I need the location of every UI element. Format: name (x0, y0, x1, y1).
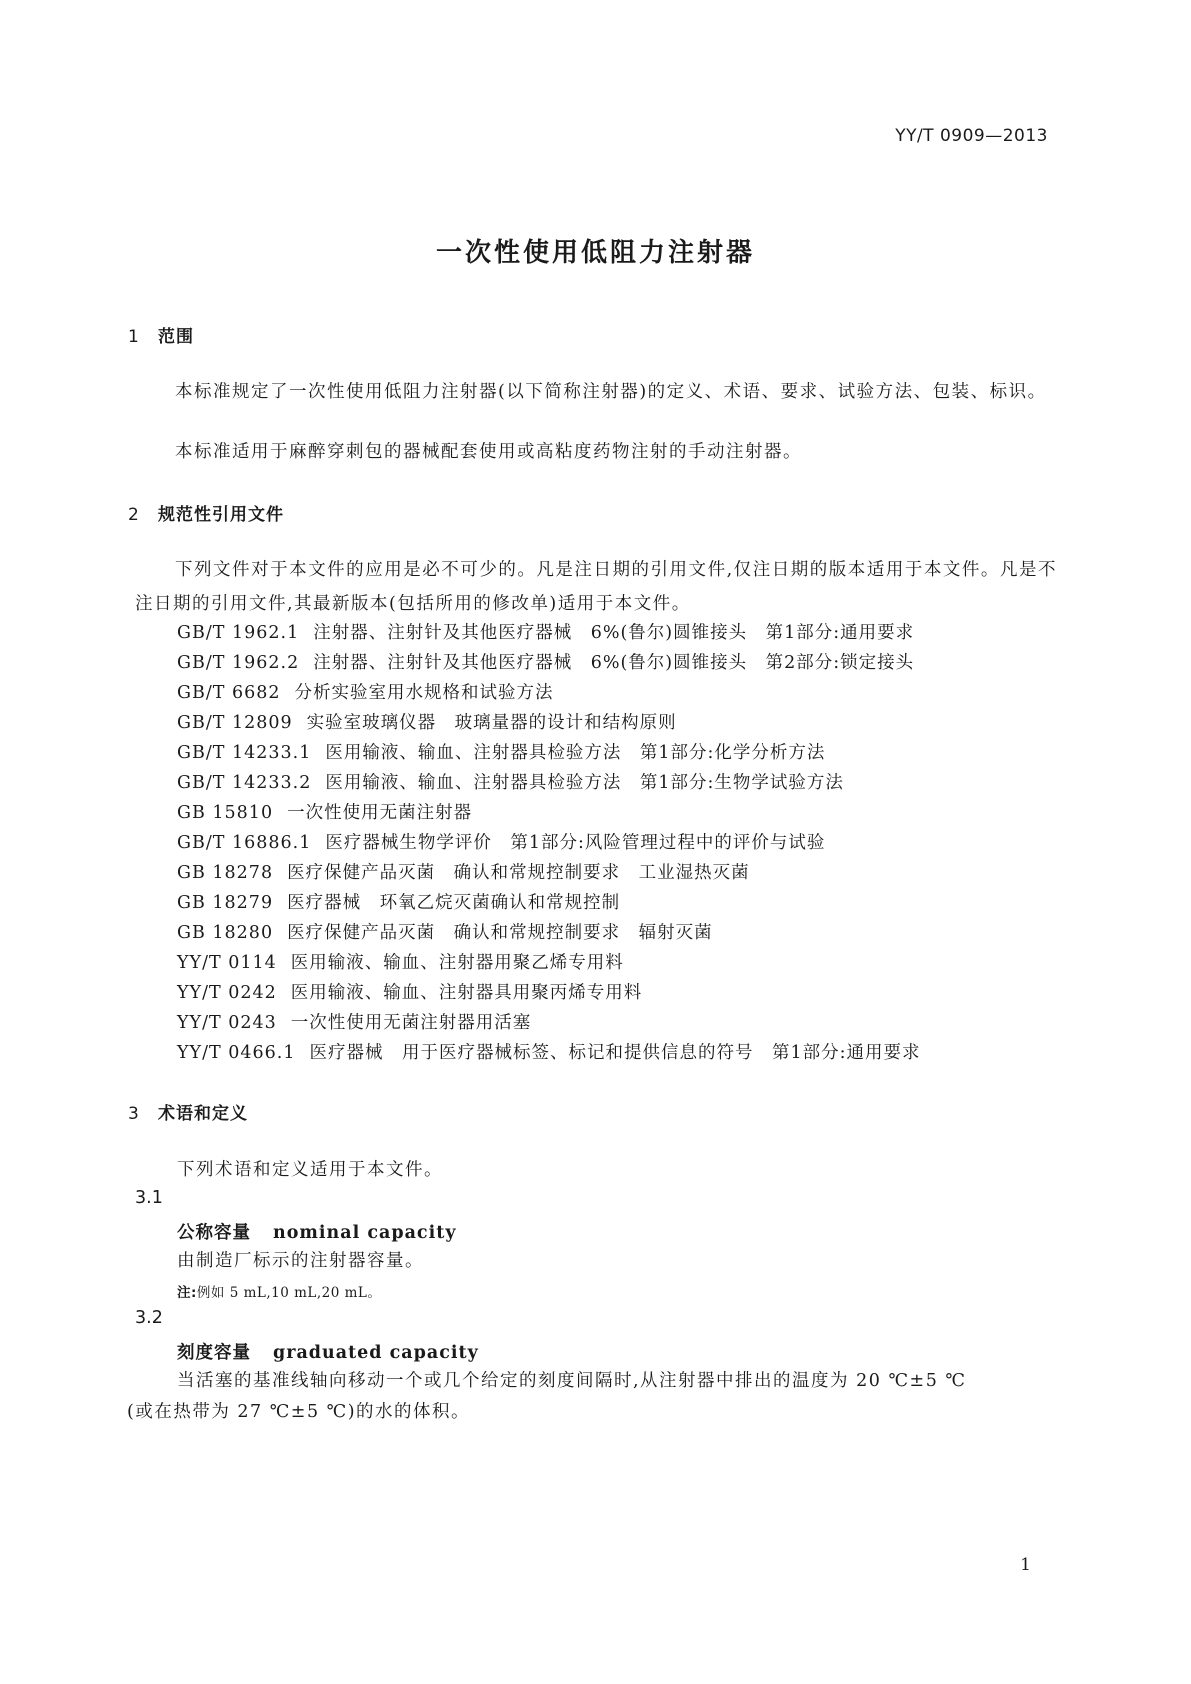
reference-code: YY/T 0114 (177, 953, 277, 973)
reference-item (177, 829, 825, 854)
reference-title: 医用输液、输血、注射器具检验方法 第1部分:生物学试验方法 (325, 773, 844, 793)
term-en: nominal capacity (273, 1223, 457, 1243)
reference-item (177, 1039, 921, 1064)
reference-code: GB/T 14233.1 (177, 743, 312, 763)
section-2-heading (128, 500, 284, 525)
reference-title: 实验室玻璃仪器 玻璃量器的设计和结构原则 (306, 713, 677, 733)
reference-code: YY/T 0466.1 (177, 1043, 296, 1063)
note-label: 注: (177, 1285, 197, 1301)
reference-item (177, 1009, 531, 1034)
reference-title: 一次性使用无菌注射器 (287, 803, 473, 823)
page-number: 1 (1020, 1555, 1031, 1575)
scope-paragraph-2: 本标准适用于麻醉穿刺包的器械配套使用或高粘度药物注射的手动注射器。 (175, 442, 802, 462)
reference-title: 分析实验室用水规格和试验方法 (294, 683, 554, 703)
reference-code: GB/T 14233.2 (177, 773, 312, 793)
term-definition-line-1: 当活塞的基准线轴向移动一个或几个给定的刻度间隔时,从注射器中排出的温度为 20 ℃±5 ℃ (177, 1371, 967, 1391)
reference-title: 医疗保健产品灭菌 确认和常规控制要求 工业湿热灭菌 (287, 863, 750, 883)
reference-title: 注射器、注射针及其他医疗器械 6%(鲁尔)圆锥接头 第1部分:通用要求 (313, 623, 915, 643)
term-note (177, 1281, 381, 1301)
reference-item (177, 889, 620, 914)
term-zh: 公称容量 (177, 1223, 251, 1243)
term-heading (177, 1219, 457, 1244)
reference-code: GB/T 6682 (177, 683, 281, 703)
section-title: 术语和定义 (158, 1104, 248, 1124)
term-definition: 由制造厂标示的注射器容量。 (177, 1251, 424, 1271)
reference-title: 医疗器械生物学评价 第1部分:风险管理过程中的评价与试验 (325, 833, 826, 853)
reference-title: 医疗保健产品灭菌 确认和常规控制要求 辐射灭菌 (287, 923, 713, 943)
section-title: 范围 (158, 327, 194, 347)
reference-code: GB 18278 (177, 863, 274, 883)
reference-code: GB/T 1962.1 (177, 623, 300, 643)
term-en: graduated capacity (273, 1343, 479, 1363)
reference-item (177, 739, 825, 764)
reference-item (177, 919, 713, 944)
section-number: 1 (128, 327, 140, 347)
reference-title: 一次性使用无菌注射器用活塞 (290, 1013, 532, 1033)
reference-code: GB 18280 (177, 923, 274, 943)
section-1-heading (128, 322, 194, 347)
section-title: 规范性引用文件 (158, 505, 284, 525)
reference-item (177, 649, 914, 674)
terms-intro: 下列术语和定义适用于本文件。 (177, 1160, 443, 1180)
reference-item (177, 709, 677, 734)
reference-item (177, 619, 914, 644)
term-number: 3.2 (135, 1308, 163, 1328)
term-definition-line-2: (或在热带为 27 ℃±5 ℃)的水的体积。 (127, 1402, 471, 1422)
section-number: 3 (128, 1104, 140, 1124)
reference-title: 医疗器械 环氧乙烷灭菌确认和常规控制 (287, 893, 621, 913)
reference-code: GB 18279 (177, 893, 274, 913)
reference-item (177, 859, 750, 884)
reference-code: GB/T 16886.1 (177, 833, 312, 853)
standard-code: YY/T 0909—2013 (895, 126, 1048, 146)
reference-code: YY/T 0243 (177, 1013, 277, 1033)
note-text: 例如 5 mL,10 mL,20 mL。 (196, 1285, 382, 1301)
reference-item (177, 799, 472, 824)
section-3-heading (128, 1099, 248, 1124)
reference-title: 医用输液、输血、注射器具用聚丙烯专用料 (290, 983, 643, 1003)
section-number: 2 (128, 505, 140, 525)
term-zh: 刻度容量 (177, 1343, 251, 1363)
scope-paragraph-1: 本标准规定了一次性使用低阻力注射器(以下简称注射器)的定义、术语、要求、试验方法、包装、标识。 (175, 382, 1047, 402)
reference-item (177, 949, 624, 974)
reference-title: 医用输液、输血、注射器用聚乙烯专用料 (290, 953, 624, 973)
reference-code: GB 15810 (177, 803, 274, 823)
term-heading (177, 1339, 479, 1364)
reference-code: GB/T 1962.2 (177, 653, 300, 673)
document-title: 一次性使用低阻力注射器 (435, 238, 755, 268)
term-number: 3.1 (135, 1188, 163, 1208)
reference-item (177, 769, 844, 794)
reference-code: GB/T 12809 (177, 713, 293, 733)
reference-item (177, 679, 554, 704)
reference-item (177, 979, 642, 1004)
reference-title: 医用输液、输血、注射器具检验方法 第1部分:化学分析方法 (325, 743, 826, 763)
normative-intro: 下列文件对于本文件的应用是必不可少的。凡是注日期的引用文件,仅注日期的版本适用于本文件。凡是不注日期的引用文件,其最新版本(包括所用的修改单)适用于本文件。 (135, 560, 1057, 614)
reference-code: YY/T 0242 (177, 983, 277, 1003)
reference-title: 注射器、注射针及其他医疗器械 6%(鲁尔)圆锥接头 第2部分:锁定接头 (313, 653, 915, 673)
reference-title: 医疗器械 用于医疗器械标签、标记和提供信息的符号 第1部分:通用要求 (309, 1043, 921, 1063)
